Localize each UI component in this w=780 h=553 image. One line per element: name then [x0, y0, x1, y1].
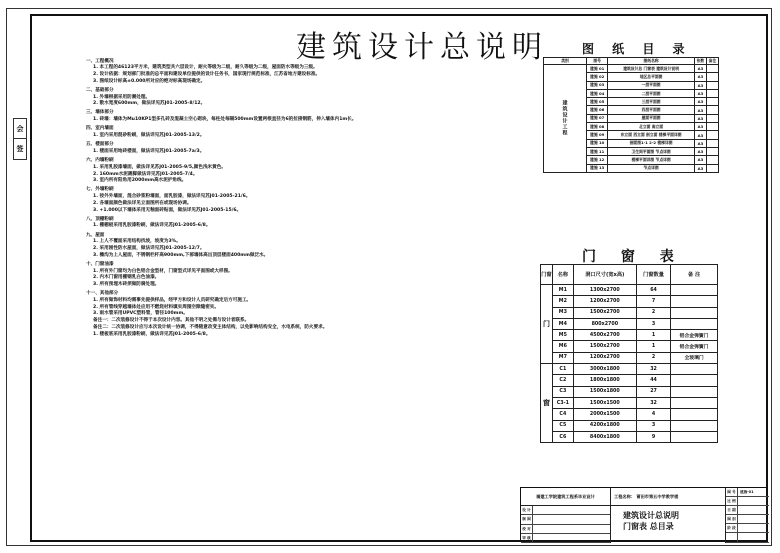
dw-cell [671, 285, 718, 296]
meta-label: 阶 段 [726, 524, 738, 532]
notes-item: 3. 檐沟为上人屋面，不锈钢栏杆高900mm,下部墙体高出顶层楼面400mm做泛水。 [93, 252, 269, 258]
dw-cell: 1500x1500 [573, 397, 636, 408]
notes-item: 1. 采用乳胶漆墙面，做法详见苏J01-2005-9/5,颜色浅米黄色。 [93, 164, 226, 170]
dw-row [541, 318, 718, 329]
notes-item: 1. 按外外墙面，混合砂浆粉墙面，面乳胶漆，做法详见苏J01-2005-21/6。 [93, 194, 251, 200]
dw-cell: M2 [553, 296, 574, 307]
dw-category: 窗 [541, 364, 553, 443]
dw-cell [671, 318, 718, 329]
dw-cell: 4200x1800 [573, 420, 636, 431]
dw-cell [671, 397, 718, 408]
drawing-list-cell: 建施 03 [587, 81, 608, 89]
meta-value: 建施-01 [740, 490, 754, 494]
drawing-list-cell: 建施 09 [587, 131, 608, 139]
dw-cell: M4 [553, 318, 574, 329]
dw-cell: 1800x1800 [573, 375, 636, 386]
notes-section-heading: 九、屋面 [86, 232, 105, 238]
drawing-name-line: 建筑设计总说明 [623, 511, 679, 520]
dw-cell: M3 [553, 307, 574, 318]
drawing-list-cell: A3 [694, 106, 706, 114]
drawing-list-cell: 建施 08 [587, 123, 608, 131]
drawing-list-cell: A3 [694, 73, 706, 81]
dw-cell: M7 [553, 352, 574, 363]
dw-cell [671, 386, 718, 397]
dw-cell: 1500x2700 [573, 307, 636, 318]
dw-cell [671, 409, 718, 420]
notes-item: 1. 室内采用混砂粉刷，做法详见苏J01-2005-13/2。 [93, 133, 205, 139]
project-name: 莆田市第五中学教学楼 [636, 494, 679, 499]
signature-grid [521, 506, 611, 543]
dw-cell: 27 [636, 386, 670, 397]
design-notes [82, 56, 512, 338]
drawing-list-cell: 建施 06 [587, 106, 608, 114]
notes-item: 1. 上人不覆面采用结构找坡，坡度为3%。 [93, 239, 181, 245]
notes-item: 1. 所有外门窗均为白色铝合金型材，门窗型式详见平面图或大样图。 [93, 268, 233, 274]
meta-label: 图 号 [726, 488, 738, 496]
notes-section-heading: 六、内墙粉刷 [86, 158, 114, 164]
drawing-list-cell: A3 [694, 89, 706, 97]
dw-row [541, 364, 718, 375]
dw-cell: M5 [553, 330, 574, 341]
drawing-list-header: 图纸名称 [608, 58, 695, 65]
meta-label: 日 期 [726, 506, 738, 514]
dw-row [541, 330, 718, 341]
dw-cell: 3 [636, 318, 670, 329]
dw-row [541, 397, 718, 408]
drawing-category: 建筑设计工程 [544, 65, 587, 173]
countersign-strip [13, 118, 27, 160]
dw-row [541, 341, 718, 352]
drawing-list-cell: A3 [694, 65, 706, 73]
meta-row [726, 533, 769, 542]
dw-cell: 2 [636, 352, 670, 363]
drawing-list-cell [706, 147, 718, 155]
signature-row [521, 525, 610, 534]
drawing-list-cell: 建施 12 [587, 156, 608, 164]
notes-item: 备注一：二次装修设计不得于本次设计内容。其他不明之处需与设计者联系。 [93, 318, 250, 324]
drawing-list-cell: A3 [694, 131, 706, 139]
drawing-list-cell: A3 [694, 164, 706, 172]
meta-value [738, 506, 740, 514]
notes-section-heading: 十、门窗油漆 [86, 261, 114, 267]
notes-item: 3. 室内所有阳角用2000mm高水泥护角线。 [93, 178, 187, 184]
dw-cell: 3000x1800 [573, 364, 636, 375]
signature-row [521, 534, 610, 543]
dw-cell [671, 431, 718, 442]
role-label: 校 对 [521, 525, 533, 533]
dw-cell: C1 [553, 364, 574, 375]
notes-item: 3. 雨水管采用UPVC塑料管，管径100mm。 [93, 311, 188, 317]
notes-item: 2. 各墙面颜色做法详见立面图所在或现场协调。 [93, 200, 192, 206]
drawing-list-cell [706, 114, 718, 122]
dw-row [541, 296, 718, 307]
drawing-list-cell: 节点详图 [608, 164, 695, 172]
dw-row [541, 352, 718, 363]
drawing-list-cell [706, 73, 718, 81]
meta-row [726, 497, 769, 506]
drawing-list-cell: A3 [694, 114, 706, 122]
notes-item: 1. 楼板底采用乳胶漆粉刷，做法详见苏J01-2005-6/8。 [93, 331, 211, 337]
dw-header: 备 注 [671, 265, 718, 285]
notes-item: 2. 散水宽度600mm，做法详见苏J01-2005-8/12。 [93, 101, 206, 107]
title-block [520, 487, 768, 542]
drawing-list-cell: 三层平面图 [608, 98, 695, 106]
drawing-list-cell [706, 106, 718, 114]
notes-section-heading: 八、顶棚粉刷 [86, 216, 114, 222]
dw-cell: 4500x2700 [573, 330, 636, 341]
drawing-list-cell [706, 131, 718, 139]
dw-cell: 铝合金弹簧门 [671, 330, 718, 341]
signature-row [521, 515, 610, 524]
drawing-list-cell [706, 139, 718, 147]
dw-cell: C4 [553, 409, 574, 420]
drawing-list-cell: A3 [694, 81, 706, 89]
drawing-list-cell: A3 [694, 147, 706, 155]
notes-section-heading: 三、墙体部分 [86, 110, 114, 116]
dw-cell: 1200x2700 [573, 296, 636, 307]
drawing-list-cell: A3 [694, 123, 706, 131]
project-label: 工程名称： [614, 494, 635, 499]
notes-section-heading: 七、外墙粉刷 [86, 187, 114, 193]
dw-cell: 全玻璃门 [671, 352, 718, 363]
dw-cell [671, 364, 718, 375]
notes-item: 3. +1.000以下墙体采用无釉面砖贴面，做法详见苏J01-2005-15/6。 [93, 207, 242, 213]
dw-row [541, 285, 718, 296]
drawing-list-header: 张数 [694, 58, 706, 65]
dw-cell: 1 [636, 330, 670, 341]
drawing-list-cell: 建施 07 [587, 114, 608, 122]
drawing-meta [725, 488, 769, 543]
dw-cell: C2 [553, 375, 574, 386]
dw-cell: C6 [553, 431, 574, 442]
dw-cell: 1500x1800 [573, 386, 636, 397]
drawing-list-cell [706, 98, 718, 106]
drawing-name-line: 门窗表 总目录 [623, 522, 674, 531]
meta-value [738, 533, 740, 541]
notes-item: 2. 内木门窗用棚钢乳白色油漆。 [93, 275, 160, 281]
drawing-list-cell: 建施 10 [587, 139, 608, 147]
meta-value [738, 524, 740, 532]
countersign-char: 签 [16, 145, 24, 153]
drawing-list-cell: 剖面图1-1 2-2 楼梯详图 [608, 139, 695, 147]
dw-cell: 1500x2700 [573, 341, 636, 352]
drawing-list-cell: 北立面 南立面 [608, 123, 695, 131]
dw-header: 名称 [553, 265, 574, 285]
drawing-name [623, 510, 679, 532]
drawing-list-cell [706, 81, 718, 89]
drawing-list-header: 图号 [587, 58, 608, 65]
company-name: 福建工学院建筑工程系毕业设计 [521, 488, 611, 506]
dw-category: 门 [541, 285, 553, 364]
notes-item: 2. 采用刚性防水屋面，做法详见苏J01-2005-12/7。 [93, 246, 205, 252]
drawing-list-cell [706, 164, 718, 172]
drawing-list-cell: 建施 11 [587, 147, 608, 155]
meta-value [738, 497, 740, 505]
dw-row [541, 386, 718, 397]
project-field [611, 488, 725, 506]
drawing-list-header: 类别 [544, 58, 587, 65]
drawing-list-cell: 建施 01 [587, 65, 608, 73]
drawing-list-cell [706, 65, 718, 73]
drawing-list-cell [706, 89, 718, 97]
dw-cell: C3-1 [553, 397, 574, 408]
dw-cell: 1 [636, 341, 670, 352]
dw-row [541, 431, 718, 442]
dw-cell: 8400x1800 [573, 431, 636, 442]
drawing-list-header: 备注 [706, 58, 718, 65]
notes-item: 2. 设计依据：规划部门批准的总平面和建设单位提供的设计任务书，国家现行规范标准，江苏省地方建设标准。 [93, 71, 321, 77]
notes-section-heading: 十一、其他部分 [86, 291, 119, 297]
notes-item: 1. 楼面采用地砖楼面，做法详见苏J01-2005-7a/3。 [93, 148, 205, 154]
countersign-char: 会 [14, 119, 26, 139]
drawing-list-cell: A3 [694, 98, 706, 106]
door-window-title: 门 窗 表 [582, 249, 684, 265]
drawing-list-cell: 建施 04 [587, 89, 608, 97]
notes-section-heading: 四、室内墙面 [86, 126, 114, 132]
meta-row [726, 506, 769, 515]
drawing-list-cell: A3 [694, 156, 706, 164]
drawing-list-cell: 四层平面图 [608, 106, 695, 114]
dw-cell: 4 [636, 409, 670, 420]
drawing-list-cell: 地区总平面图 [608, 73, 695, 81]
sheet-title: 建筑设计总说明 [296, 30, 548, 65]
dw-cell [671, 375, 718, 386]
dw-cell: 32 [636, 364, 670, 375]
role-label: 设 计 [521, 506, 533, 514]
notes-section-heading: 二、基础部分 [86, 87, 114, 93]
signature-row [521, 506, 610, 515]
drawing-list-cell: 一层平面图 [608, 81, 695, 89]
dw-cell: 3 [636, 420, 670, 431]
meta-row [726, 524, 769, 533]
drawing-list-cell: 建施 13 [587, 164, 608, 172]
dw-cell: M6 [553, 341, 574, 352]
dw-cell: 64 [636, 285, 670, 296]
meta-value [738, 515, 740, 523]
notes-item: 备注二：二次装修设计应与本次设计统一协调，不得随意改变主体结构，以免影响结构安全，水电系统，防火要求。 [93, 324, 328, 330]
dw-cell [671, 296, 718, 307]
dw-header: 洞口尺寸(宽x高) [573, 265, 636, 285]
notes-item: 3. 所有预埋木砖须做防腐处理。 [93, 282, 160, 288]
dw-header: 门窗数量 [636, 265, 670, 285]
role-label: 制 图 [521, 515, 533, 523]
dw-cell: 32 [636, 397, 670, 408]
role-label: 审 核 [521, 534, 533, 542]
drawing-list-cell: 二层平面图 [608, 89, 695, 97]
drawing-list-cell: 楼梯平面详图 节点详图 [608, 156, 695, 164]
drawing-list-cell: 建施 05 [587, 98, 608, 106]
drawing-list-table [543, 57, 719, 173]
dw-header: 门窗 [541, 265, 553, 285]
dw-cell: 2 [636, 307, 670, 318]
notes-item: 1. 外墙根据采用防潮处理。 [93, 94, 151, 100]
meta-row [726, 488, 769, 497]
dw-cell: M1 [553, 285, 574, 296]
notes-item: 2. 所有管线穿越墙体处应用不燃烧材料填实周围空隙缝密实。 [93, 304, 219, 310]
drawing-list-cell: 建施 02 [587, 73, 608, 81]
drawing-list-cell: 建筑设计总 门窗表 建筑设计说明 [608, 65, 695, 73]
dw-cell: C3 [553, 386, 574, 397]
dw-cell: 铝合金弹簧门 [671, 341, 718, 352]
notes-item: 2. 160mm水泥踢脚做法详见苏J01-2005-7/4。 [93, 171, 198, 177]
drawing-list-cell [706, 123, 718, 131]
dw-row [541, 375, 718, 386]
notes-item: 1. 棚棚板采用乳胶漆粉刷，做法详见苏J01-2005-6/8。 [93, 223, 211, 229]
meta-row [726, 515, 769, 524]
drawing-list-title: 图 纸 目 录 [582, 42, 692, 56]
dw-row [541, 420, 718, 431]
meta-label [726, 533, 738, 541]
dw-row [541, 409, 718, 420]
notes-item: 1. 本工程的46123平方米，建筑类型共六层设计，耐火等级为二级，耐久等级为二级，屋面防水等级为三级。 [93, 65, 318, 71]
meta-label: 图 别 [726, 515, 738, 523]
drawing-list-cell: 卫生间平面图 节点详图 [608, 147, 695, 155]
dw-cell: 9 [636, 431, 670, 442]
drawing-list-cell [706, 156, 718, 164]
dw-cell [671, 307, 718, 318]
meta-label: 比 例 [726, 497, 738, 505]
dw-cell: 1200x2700 [573, 352, 636, 363]
drawing-list-cell: 屋面平面图 [608, 114, 695, 122]
notes-section-heading: 五、楼面部分 [86, 142, 114, 148]
dw-cell: 7 [636, 296, 670, 307]
notes-item: 1. 所有做饰材料均需事先提供样品，经甲方和设计人员研究确定后方可施工。 [93, 298, 252, 303]
dw-cell: 800x2700 [573, 318, 636, 329]
notes-section-heading: 一、工程概况 [86, 58, 114, 64]
notes-item: 3. 图纸设计标高±0.000所对应的绝对标高现场确定。 [93, 78, 206, 84]
dw-cell: 2000x1500 [573, 409, 636, 420]
dw-cell [671, 420, 718, 431]
dw-cell: 1300x2700 [573, 285, 636, 296]
drawing-list-cell: A3 [694, 139, 706, 147]
dw-row [541, 307, 718, 318]
door-window-table [540, 264, 718, 443]
dw-cell: C5 [553, 420, 574, 431]
drawing-list-cell: 东立面 西立面 剖立面 楼梯平面详图 [608, 131, 695, 139]
dw-cell: 44 [636, 375, 670, 386]
notes-item: 1. 砖墙：墙体为Mu10KP1型多孔砖及混凝土空心砌块，每柱处每隔500mm设置两根直径为6的拉接钢筋，伸入墙体内1m长。 [93, 117, 357, 123]
drawing-list-row [544, 65, 719, 73]
